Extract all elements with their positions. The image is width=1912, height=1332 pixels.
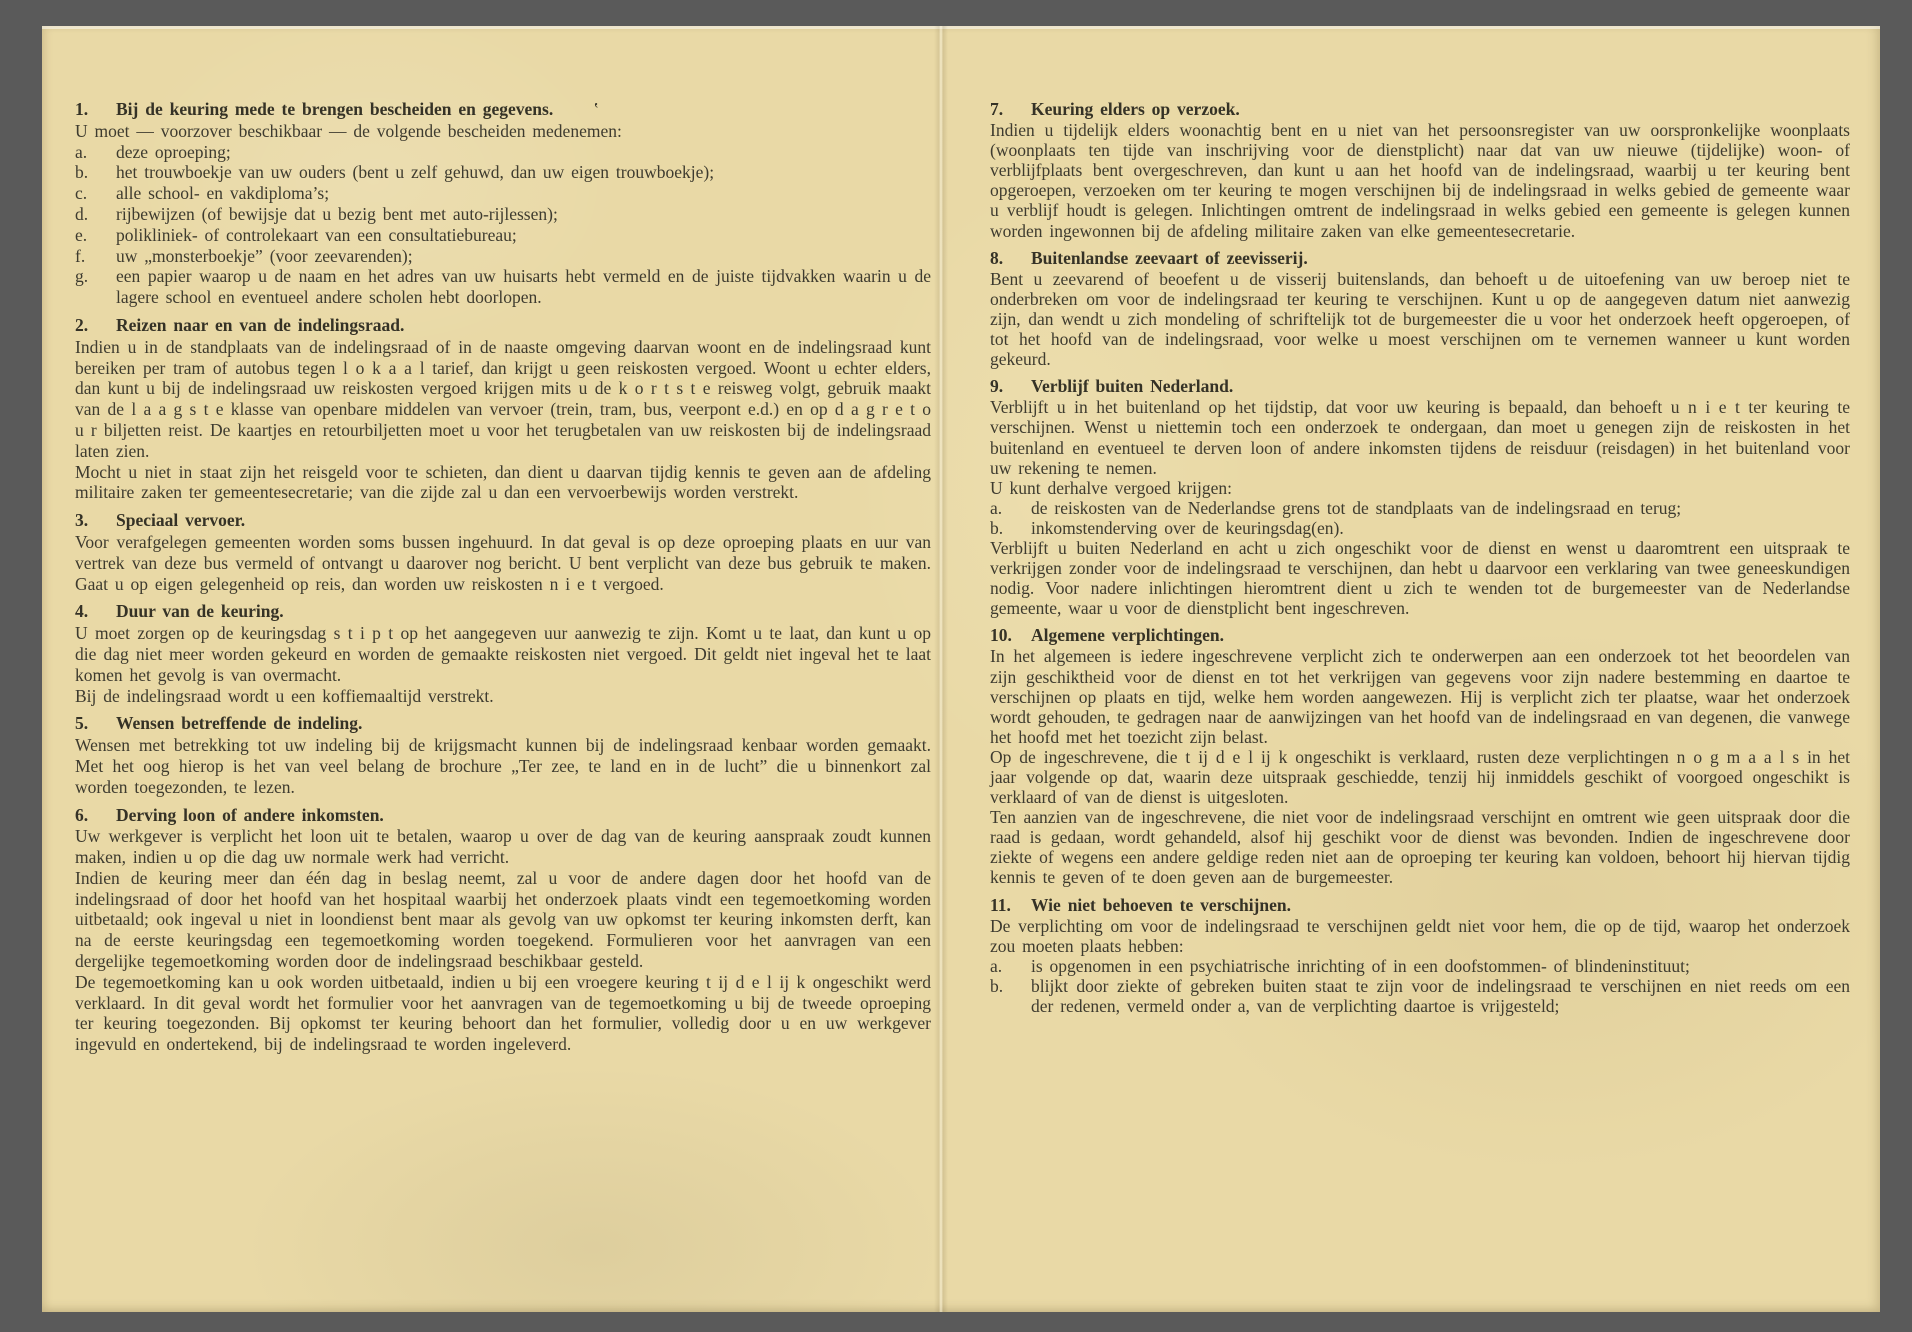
section-9 (990, 376, 1850, 618)
section-8 (990, 248, 1850, 370)
list-item-text: inkomstenderving over de keuringsdag(en). (1031, 517, 1344, 538)
list-item (990, 976, 1850, 1016)
section-title: Duur van de keuring. (116, 601, 284, 622)
section-5 (75, 713, 931, 797)
section-number: 1. (75, 99, 89, 119)
paragraph: U kunt derhalve vergoed krijgen: (990, 477, 1232, 498)
right-column (990, 96, 1850, 1023)
paragraph: Mocht u niet in staat zijn het reisgeld voor te schieten, dan dient u daarvan tijdig kennis te geven aan de afdeling militaire zaken ter gemeentesecretarie; van die zijde zal u dan een vervoerbewijs worden verstrekt. (75, 461, 931, 503)
paragraph: Wensen met betrekking tot uw indeling bij de krijgsmacht kunnen bij de indelingsraad kenbaar worden gemaakt. Met het oog hierop is het van veel belang de brochure „Ter zee, te land en in de lucht” die u binnenkort zal worden toegezonden, te lezen. (75, 735, 931, 797)
section-number: 3. (75, 510, 89, 531)
section-title: Reizen naar en van de indelingsraad. (116, 314, 405, 335)
paragraph: De tegemoetkoming kan u ook worden uitbetaald, indien u bij een vroegere keuring t ij d e l ij k ongeschikt werd verklaard. In dit geval wordt het formulier voor het aanvragen van de tegemoetkoming u bij de tweede oproeping ter keuring toegezonden. Bij opkomst ter keuring behoort dan het formulier, volledig door u en uw werkgever ingevuld en ondertekend, bij de indelingsraad te worden ingeleverd. (75, 971, 931, 1055)
paragraph: In het algemeen is iedere ingeschrevene verplicht zich te onderwerpen aan een onderzoek tot het beoordelen van zijn geschiktheid voor de dienst en tot het verkrijgen van gegevens voor zijn nadere bestemming en daartoe te verschijnen op plaats en tijd, welke hem worden aangewezen. Hij is verplicht zich ter plaatse, waar het onderzoek wordt gehouden, te gedragen naar de aanwijzingen van het hoofd van de indelingsraad en van degenen, die vanwege het hoofd met het toezicht zijn belast. (990, 646, 1850, 747)
section-10 (990, 625, 1850, 887)
section-7 (990, 99, 1850, 241)
section-number: 5. (75, 713, 89, 734)
section-title: Bij de keuring mede te brengen bescheiden en gegevens. (116, 99, 554, 119)
document-page (42, 26, 1880, 1312)
paragraph: Indien u in de standplaats van de indelingsraad of in de naaste omgeving daarvan woont en de indelingsraad kunt bereiken per tram of autobus tegen l o k a a l tarief, dan krijgt u geen reiskosten vergoed. Woont u echter elders, dan kunt u bij de indelingsraad uw reiskosten vergoed krijgen mits u de k o r t s t e reisweg volgt, gebruik maakt van de l a a g s t e klasse van openbare middelen van vervoer (trein, tram, bus, veerpont e.d.) en op d a g r e t o u r biljetten reist. De kaartjes en retourbiljetten moet u voor het terugbetalen van uw reiskosten bij de indelingsraad laten zien. (75, 336, 931, 461)
paragraph: Verblijft u buiten Nederland en acht u zich ongeschikt voor de dienst en wenst u daaromtrent een uitspraak te verkrijgen zonder voor de indelingsraad te verschijnen, dan hebt u daarvoor een verklaring van twee geneeskundigen nodig. Voor nadere inlichtingen hieromtrent dient u zich te wenden tot de burgemeester van de Nederlandse gemeente, waar u voor de dienstplicht bent ingeschreven. (990, 537, 1850, 619)
list-item-text: alle school- en vakdiploma’s; (116, 183, 330, 204)
section-heading (75, 601, 931, 622)
section-number: 8. (990, 247, 1004, 268)
list-item (990, 498, 1850, 518)
paragraph: Uw werkgever is verplicht het loon uit te betalen, waarop u over de dag van de keuring aanspraak zoudt kunnen maken, indien u op die dag uw normale werk had verricht. (75, 826, 931, 868)
list-item-text: is opgenomen in een psychiatrische inrichting of in een doofstommen- of blindeninstituut; (1031, 955, 1690, 976)
left-column (75, 96, 931, 1062)
paragraph: Bent u zeevarend of beoefent u de visserij buitenslands, dan behoeft u de uitoefening van uw beroep niet te onderbreken om voor de indelingsraad ter keuring te verschijnen. Kunt u op de aangegeven datum niet aanwezig zijn, dan wendt u zich mondeling of schriftelijk tot de burgemeester die u voor het onderzoek heeft opgeroepen, of tot het hoofd van de indelingsraad, voor welke u moest verschijnen om te vernemen wanneer u kunt worden gekeurd. (990, 268, 1850, 370)
list-item-label: g. (75, 266, 89, 287)
section-heading (990, 376, 1850, 396)
list-item (75, 162, 931, 183)
list-item-text: de reiskosten van de Nederlandse grens tot de standplaats van de indelingsraad en terug; (1031, 497, 1682, 518)
list-item-label: b. (990, 975, 1004, 996)
section-number: 11. (990, 894, 1011, 915)
list-item-text: uw „monsterboekje” (voor zeevarenden); (116, 245, 413, 266)
section-4 (75, 601, 931, 706)
paragraph: U moet — voorzover beschikbaar — de volgende bescheiden medenemen: (75, 120, 622, 141)
paragraph: Verblijft u in het buitenland op het tijdstip, dat voor uw keuring is bepaald, dan behoeft u n i e t ter keuring te verschijnen. Wenst u niettemin toch een onderzoek te ondergaan, dan moet u genegen zijn de reiskosten in het buitenland en eventueel te derven loon of andere inkomsten tijdens de reisduur (reisdagen) in het buitenland voor uw rekening te nemen. (990, 397, 1850, 478)
section-heading (990, 895, 1850, 915)
section-6 (75, 805, 931, 1056)
list-item (75, 204, 931, 225)
section-heading (75, 315, 931, 336)
list-item-text: deze oproeping; (116, 141, 231, 162)
section-1 (75, 99, 931, 308)
list-item-label: d. (75, 203, 89, 224)
list-item-text: een papier waarop u de naam en het adres van uw huisarts hebt vermeld en de juiste tijdvakken waarin u de lagere school en eventueel andere scholen hebt doorlopen. (116, 266, 931, 308)
list-item-label: f. (75, 245, 86, 266)
paragraph: Voor verafgelegen gemeenten worden soms bussen ingehuurd. In dat geval is op deze oproeping plaats en uur van vertrek van deze bus vermeld of ontvangt u daarover nog bericht. U bent verplicht van deze bus gebruik te maken. Gaat u op eigen gelegenheid op reis, dan worden uw reiskosten n i e t vergoed. (75, 531, 931, 594)
list-item (75, 246, 931, 267)
section-3 (75, 510, 931, 594)
section-heading (990, 99, 1850, 119)
paragraph: U moet zorgen op de keuringsdag s t i p t op het aangegeven uur aanwezig te zijn. Komt u te laat, dan kunt u op die dag niet meer worden gekeurd en worden de gemaakte reiskosten niet vergoed. Dit geldt niet ingeval het te laat komen het gevolg is van overmacht. (75, 623, 931, 685)
list-item-text: polikliniek- of controlekaart van een consultatiebureau; (116, 224, 517, 245)
section-2 (75, 315, 931, 503)
section-title: Buitenlandse zeevaart of zeevisserij. (1031, 247, 1308, 268)
section-11 (990, 895, 1850, 1017)
paragraph: Indien de keuring meer dan één dag in beslag neemt, zal u voor de andere dagen door het hoofd van de indelingsraad of door het hoofd van het hospitaal waarbij het onderzoek plaats vindt een tegemoetkoming worden uitbetaald; ook ingeval u niet in loondienst bent maar als gevolg van uw opkomst ter keuring inkomsten derft, kan na de eerste keuringsdag een tegemoetkoming worden toegekend. Formulieren voor het aanvragen van een dergelijke tegemoetkoming worden door de indelingsraad beschikbaar gesteld. (75, 867, 931, 972)
list-item (75, 266, 931, 308)
list-item-text: het trouwboekje van uw ouders (bent u zelf gehuwd, dan uw eigen trouwboekje); (116, 162, 715, 183)
list-item-label: a. (990, 955, 1003, 976)
list-item (75, 142, 931, 163)
list-item-text: rijbewijzen (of bewijsje dat u bezig bent met auto-rijlessen); (116, 203, 558, 224)
list-item (75, 225, 931, 246)
list-item (990, 518, 1850, 538)
section-number: 4. (75, 601, 89, 622)
section-number: 6. (75, 804, 89, 825)
paragraph: Op de ingeschrevene, die t ij d e l ij k ongeschikt is verklaard, rusten deze verplichtingen n o g m a a l s in het jaar volgende op dat, waarin deze uitspraak geschiedde, tenzij hij inmiddels geschikt of voorgoed ongeschikt is verklaard of van de dienst is uitgesloten. (990, 746, 1850, 808)
list-item-label: e. (75, 224, 88, 245)
print-artifact-mark: ‛ (593, 99, 600, 119)
section-heading (990, 248, 1850, 268)
list-item-label: a. (75, 141, 88, 162)
section-title: Speciaal vervoer. (116, 510, 246, 531)
paragraph: Bij de indelingsraad wordt u een koffiemaaltijd verstrekt. (75, 685, 494, 706)
paragraph: De verplichting om voor de indelingsraad te verschijnen geldt niet voor hem, die op de tijd, waarop het onderzoek zou moeten plaats hebben: (990, 915, 1850, 956)
list-item-label: c. (75, 183, 88, 204)
section-number: 7. (990, 99, 1004, 119)
section-title: Keuring elders op verzoek. (1031, 99, 1240, 119)
section-title: Wensen betreffende de indeling. (116, 713, 363, 734)
list-item-label: b. (75, 162, 89, 183)
paragraph: Indien u tijdelijk elders woonachtig bent en u niet van het persoonsregister van uw oorspronkelijke woonplaats (woonplaats ten tijde van inschrijving voor de dienstplicht) naar dat van uw nieuwe (tijdelijke) woon- of verblijfplaats bent overgeschreven, dan kunt u aan het hoofd van de indelingsraad, waarbij u ter keuring bent opgeroepen, verzoeken om ter keuring te mogen verschijnen bij de indelingsraad in welks gebied de gemeente waar u verblijf houdt is gelegen. Inlichtingen omtrent de indelingsraad in welks gebied een gemeente is gelegen kunnen worden ingewonnen bij de afdeling militaire zaken van elke gemeentesecretarie. (990, 120, 1850, 241)
section-title: Derving loon of andere inkomsten. (116, 804, 384, 825)
list-item-text: blijkt door ziekte of gebreken buiten staat te zijn voor de indelingsraad te verschijnen en niet reeds om een der redenen, vermeld onder a, van de verplichting daartoe is vrijgesteld; (1031, 975, 1850, 1017)
section-title: Algemene verplichtingen. (1031, 625, 1225, 646)
paragraph: Ten aanzien van de ingeschrevene, die niet voor de indelingsraad verschijnt en omtrent wie geen uitspraak door die raad is gedaan, wordt gehandeld, alsof hij geschikt voor de dienst was bevonden. Indien de ingeschrevene door ziekte of wegens een andere geldige reden niet aan de oproeping ter keuring kan voldoen, behoort hij hiervan tijdig kennis te geven of te doen geven aan de burgemeester. (990, 807, 1850, 888)
section-heading (75, 805, 931, 826)
center-fold-crease (934, 26, 948, 1312)
section-heading (75, 510, 931, 531)
section-number: 2. (75, 314, 89, 335)
list-item-label: a. (990, 497, 1003, 518)
section-number: 9. (990, 376, 1004, 397)
list-item (75, 183, 931, 204)
section-heading (990, 625, 1850, 645)
section-heading (75, 99, 931, 120)
section-number: 10. (990, 625, 1012, 646)
section-heading (75, 713, 931, 734)
section-title: Verblijf buiten Nederland. (1031, 376, 1234, 397)
section-title: Wie niet behoeven te verschijnen. (1031, 894, 1291, 915)
list-item-label: b. (990, 517, 1004, 538)
list-item (990, 956, 1850, 976)
